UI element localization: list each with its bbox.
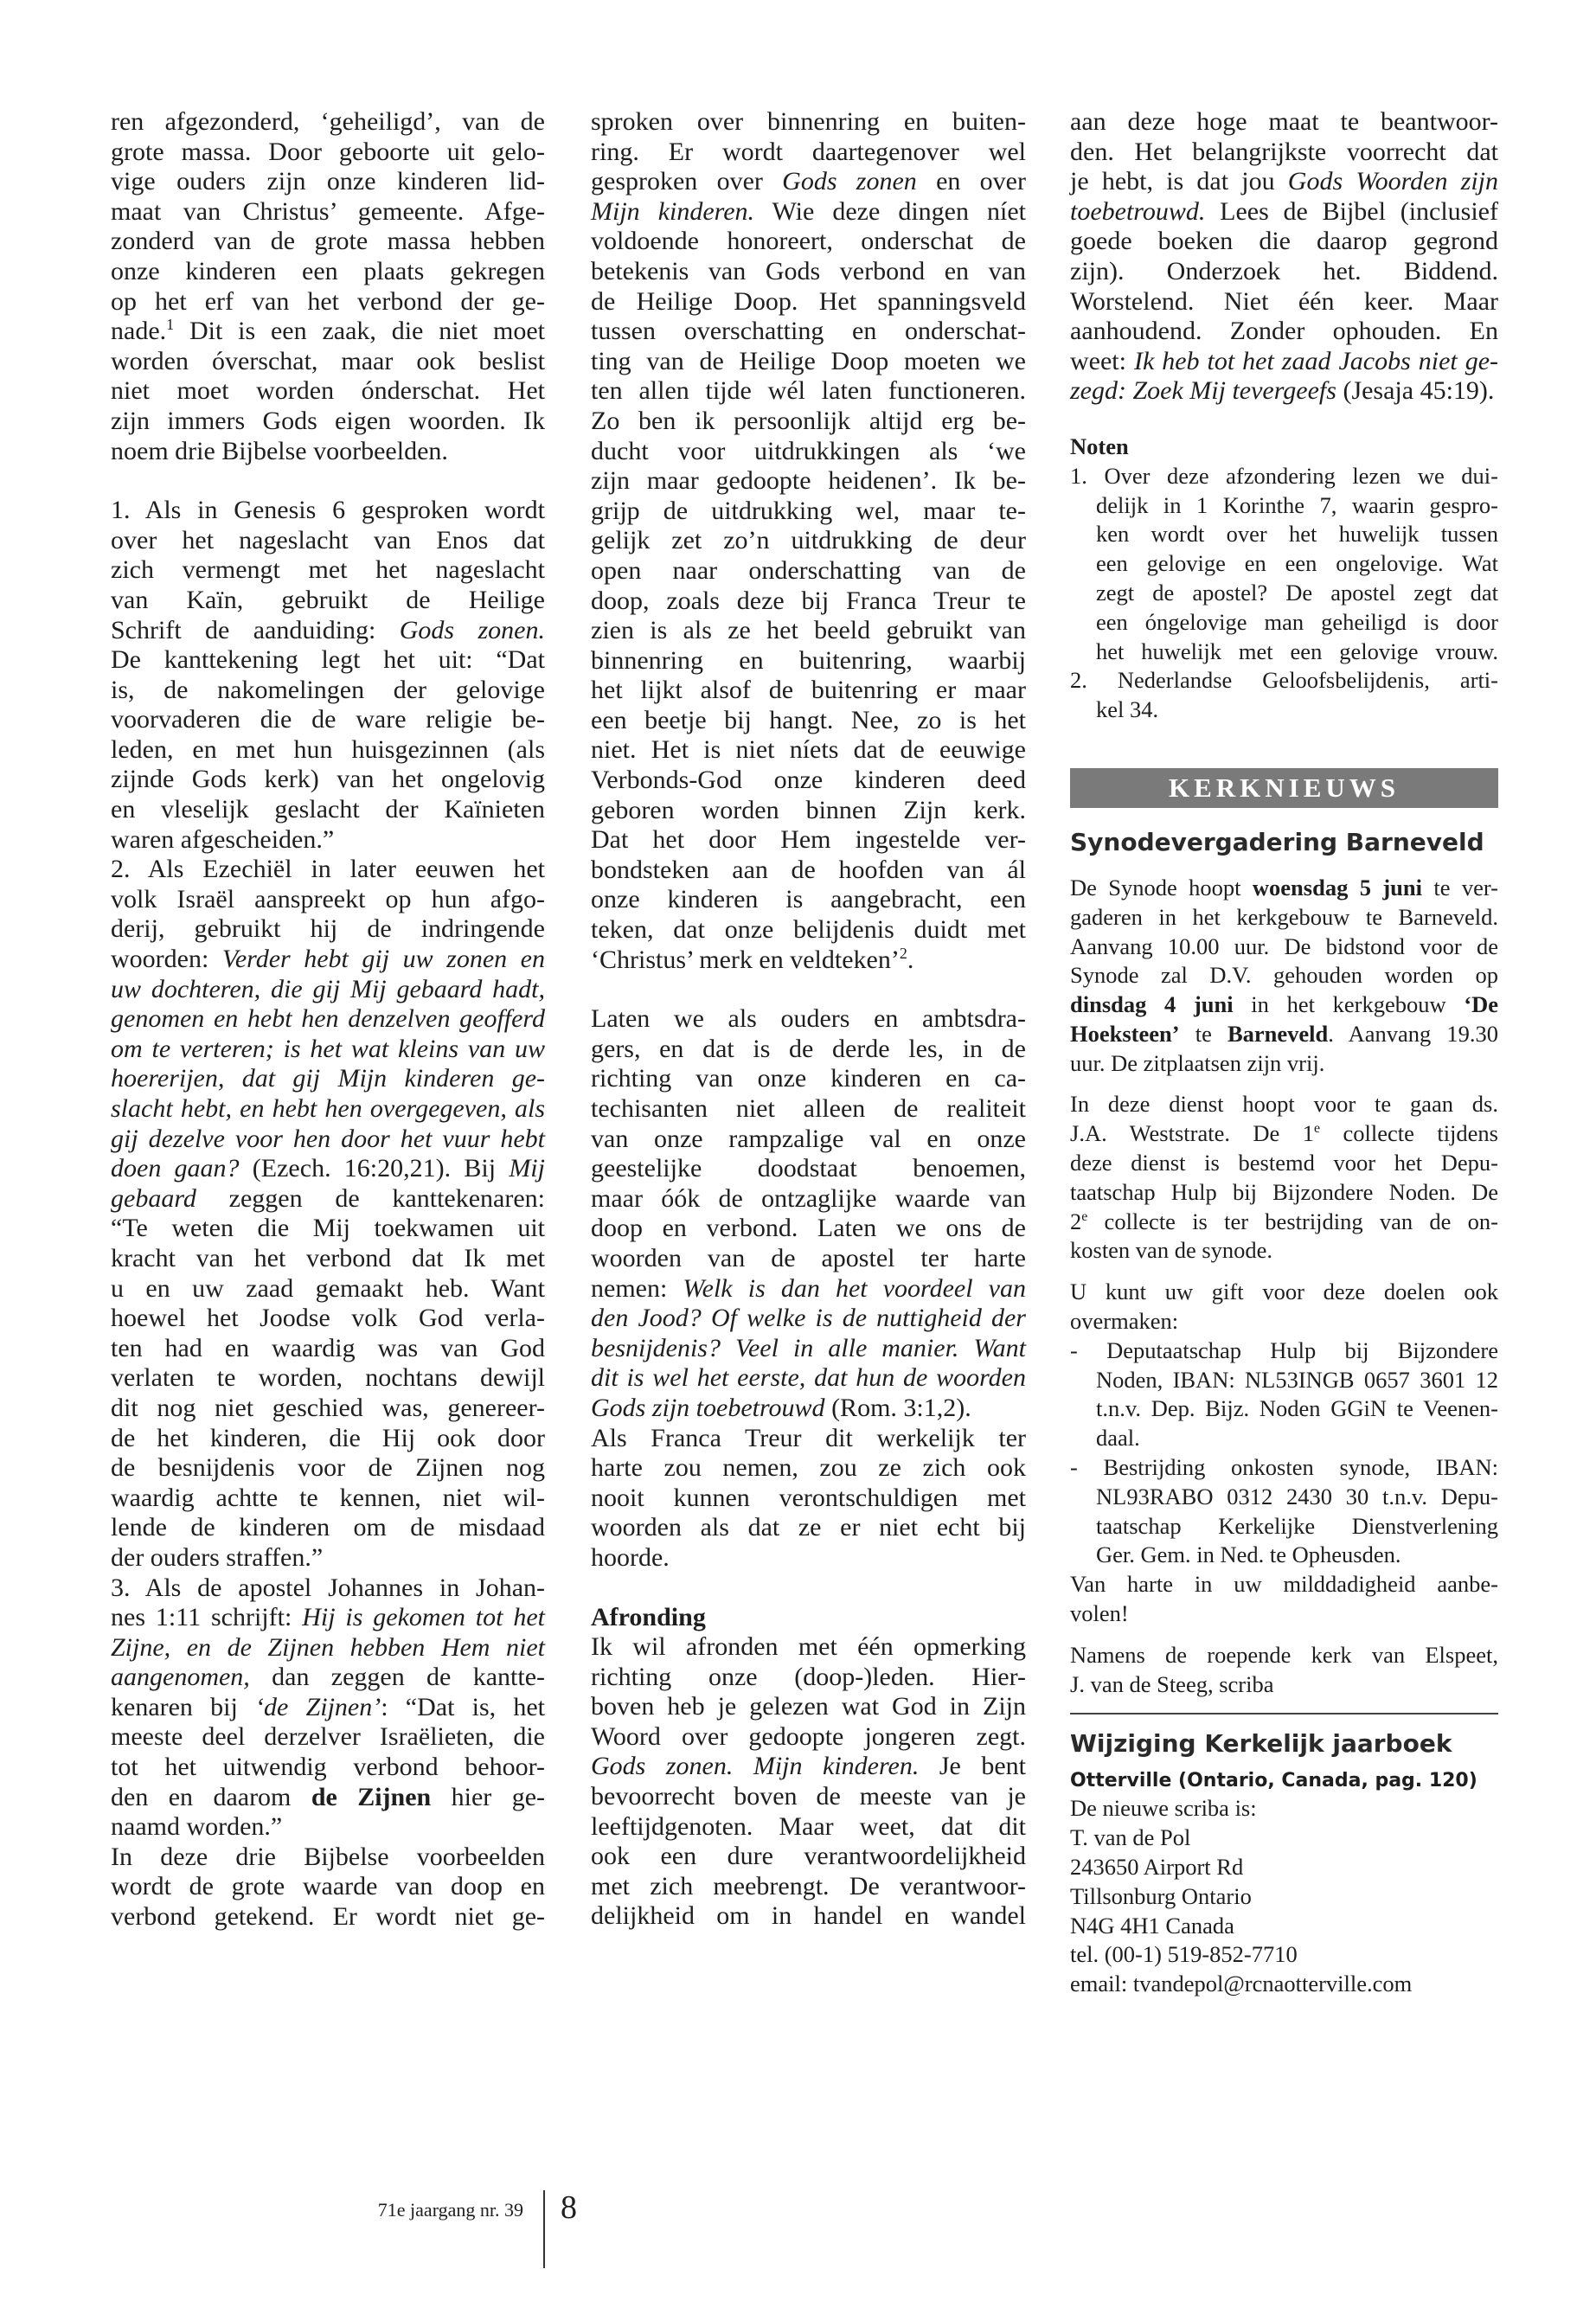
italic-run: Welk is dan het voordeel van — [683, 1273, 1026, 1303]
text-line: is, de nakomelingen der gelovige — [111, 675, 545, 704]
text-line: de Heilige Doop. Het spanningsveld — [591, 286, 1026, 316]
text-run: nes 1:11 schrijft: — [111, 1603, 303, 1632]
bold-run: ‘De — [1464, 991, 1498, 1018]
text-run: Dit is een zaak, die niet moet — [174, 317, 545, 346]
text-run: woorden: — [111, 945, 222, 974]
italic-run: Hij is gekomen tot het — [302, 1603, 545, 1632]
text-line: sproken over binnenring en buiten- — [591, 107, 1026, 136]
text-line: taatschap Hulp bij Bijzondere Noden. De — [1070, 1178, 1498, 1205]
text-line: Ger. Gem. in Ned. te Opheusden. — [1096, 1541, 1401, 1568]
text-line: nooit kunnen verontschuldigen met — [591, 1483, 1026, 1512]
footnotes — [1070, 433, 1498, 725]
text-line — [1070, 197, 1498, 228]
text-line: op het erf van het verbond der ge- — [111, 286, 545, 316]
text-line: ten allen tijde wél laten functioneren. — [591, 376, 1026, 406]
text-line: volk Israël aanspreekt op hun afgo- — [111, 884, 545, 913]
text-line: J. van de Steeg, scriba — [1070, 1670, 1274, 1697]
col1-paragraph-1 — [111, 107, 545, 466]
footnote-1 — [1070, 462, 1498, 667]
text-line: kel 34. — [1096, 696, 1159, 723]
text-line: volen! — [1070, 1600, 1129, 1627]
text-line — [111, 1184, 545, 1215]
text-run: hier ge- — [431, 1782, 546, 1811]
text-run: (Rom. 3:1,2). — [824, 1393, 971, 1422]
text-line: maar óók de ontzaglijke waarde van — [591, 1183, 1026, 1213]
text-line: van onze rampzalige val en onze — [591, 1124, 1026, 1153]
text-line: deze dienst is bestemd voor het Depu- — [1070, 1150, 1498, 1176]
text-line: woorden van de apostel ter harte — [591, 1243, 1026, 1272]
column-1 — [111, 107, 545, 1932]
text-run: ‘Christus’ merk en veldteken’ — [591, 945, 900, 974]
text-line: en vleselijk geslacht der Kaïnieten — [111, 795, 545, 824]
text-run: De Synode hoopt — [1070, 874, 1253, 901]
col2-paragraph-1 — [591, 107, 1026, 975]
text-line: gers, en dat is de derde les, in de — [591, 1034, 1026, 1063]
text-line: grijp de uitdrukking wel, maar te- — [591, 496, 1026, 525]
text-line: de het kinderen, die Hij ook door — [111, 1423, 545, 1452]
text-line: voorvaderen die de ware religie be- — [111, 705, 545, 734]
text-line: 1. Over deze afzondering lezen we dui- — [1070, 462, 1498, 489]
text-line: zijnde Gods kerk) van het ongelovig — [111, 765, 545, 794]
text-run: in het kerkgebouw — [1233, 991, 1465, 1018]
italic-run: Mijn kinderen. — [591, 196, 755, 226]
text-run: te — [1179, 1020, 1227, 1047]
italic-line: Zijne, en de Zijnen hebben Hem niet — [111, 1632, 545, 1662]
text-line — [1070, 874, 1498, 903]
italic-run: aangenomen, — [111, 1663, 250, 1692]
text-line: leeftijdgenoten. Maar weet, dat dit — [591, 1811, 1026, 1841]
text-line: N4G 4H1 Canada — [1070, 1912, 1234, 1939]
text-line: Dat het door Hem ingestelde ver- — [591, 825, 1026, 855]
text-line: meeste deel derzelver Israëlieten, die — [111, 1722, 545, 1752]
text-line: zien is als ze het beeld gebruikt van — [591, 616, 1026, 645]
text-line: t.n.v. Dep. Bijz. Noden GGiN te Veenen- — [1096, 1395, 1498, 1422]
text-line: Verbonds-God onze kinderen deed — [591, 766, 1026, 795]
footnote-ref-1[interactable]: 1 — [166, 316, 175, 334]
text-line — [1070, 347, 1498, 377]
text-line: zijn immers Gods eigen woorden. Ik — [111, 406, 545, 435]
text-line: verbond getekend. Er wordt niet ge- — [111, 1902, 545, 1932]
italic-run: zegd: Zoek Mij tevergeefs — [1070, 376, 1336, 406]
text-line — [591, 945, 1026, 976]
text-line: - Deputaatschap Hulp bij Bijzondere — [1070, 1336, 1498, 1363]
bold-run: dinsdag 4 juni — [1070, 991, 1234, 1018]
text-line: kracht van het verbond dat Ik met — [111, 1243, 545, 1272]
text-line: derij, gebruikt hij de indringende — [111, 914, 545, 944]
text-line: Als Franca Treur dit werkelijk ter — [591, 1423, 1026, 1452]
text-line: een óngelovige man geheiligd is door — [1096, 608, 1498, 635]
text-line: ken wordt over het huwelijk tussen — [1096, 521, 1498, 548]
text-line: waren afgescheiden.” — [111, 824, 335, 854]
text-line: In deze dienst hoopt voor te gaan ds. — [1070, 1091, 1498, 1118]
text-run: 2 — [1070, 1208, 1082, 1234]
text-line: Namens de roepende kerk van Elspeet, — [1070, 1641, 1498, 1668]
text-run: : “Dat is, het — [381, 1692, 546, 1721]
text-line: 3. Als de apostel Johannes in Johan- — [111, 1573, 545, 1602]
text-line: hoewel het Joodse volk God verla- — [111, 1304, 545, 1333]
text-line: overmaken: — [1070, 1308, 1179, 1335]
jaarboek-heading: Wijziging Kerkelijk jaarboek — [1070, 1729, 1452, 1759]
text-line: voldoende honoreert, onderschat de — [591, 227, 1026, 256]
text-line: ren afgezonderd, ‘geheiligd’, van de — [111, 107, 545, 136]
superscript: e — [1081, 1208, 1088, 1224]
column-3 — [1070, 107, 1498, 1999]
text-run: collecte is ter bestrijding van de on- — [1087, 1208, 1498, 1234]
text-line: een gelovige en een ongelovige. Wat — [1096, 550, 1498, 577]
text-line: T. van de Pol — [1070, 1824, 1191, 1851]
jaarboek-subheading: Otterville (Ontario, Canada, pag. 120) — [1070, 1770, 1477, 1792]
bold-run: Hoeksteen’ — [1070, 1020, 1180, 1047]
text-line — [1070, 167, 1498, 197]
text-line: teken, dat onze belijdenis duidt met — [591, 915, 1026, 945]
text-line: tel. (00-1) 519-852-7710 — [1070, 1941, 1298, 1968]
text-line: kosten van de synode. — [1070, 1237, 1273, 1264]
text-line: zegt de apostel? De apostel zegt dat — [1096, 579, 1498, 606]
column-2 — [591, 107, 1026, 1932]
text-run: . Aanvang 19.30 — [1328, 1020, 1499, 1047]
text-line: naamd worden.” — [111, 1812, 283, 1842]
footer-divider — [543, 2190, 545, 2268]
italic-line: om te verteren; is het wat kleins van uw — [111, 1034, 545, 1063]
text-line: ducht voor uitdrukkingen als ‘we — [591, 436, 1026, 465]
footnote-2 — [1070, 666, 1498, 725]
text-line: uur. De zitplaatsen zijn vrij. — [1070, 1049, 1325, 1076]
italic-run: Gods zijn toebetrouwd — [591, 1393, 825, 1422]
text-line: Zo ben ik persoonlijk altijd erg be- — [591, 406, 1026, 435]
text-line: 2. Nederlandse Geloofsbelijdenis, arti- — [1070, 667, 1498, 694]
text-line — [591, 1752, 1026, 1782]
text-line: Aanvang 10.00 uur. De bidstond voor de — [1070, 933, 1498, 959]
italic-line: besnijdenis? Veel in alle manier. Want — [591, 1333, 1026, 1362]
italic-line: den Jood? Of welke is de nuttigheid der — [591, 1304, 1026, 1333]
italic-line: uw dochteren, die gij Mij gebaard hadt, — [111, 974, 545, 1003]
text-line — [1070, 1119, 1498, 1149]
section-heading-afronding: Afronding — [591, 1602, 706, 1631]
text-line: een beetje bij hangt. Nee, zo is het — [591, 705, 1026, 734]
text-line: Noden, IBAN: NL53INGB 0657 3601 12 — [1096, 1366, 1498, 1393]
text-line: ting van de Heilige Doop moeten we — [591, 346, 1026, 375]
text-run: je hebt, is dat jou — [1070, 167, 1288, 196]
bold-run: Barneveld — [1227, 1020, 1329, 1047]
text-line: geboren worden binnen Zijn kerk. — [591, 795, 1026, 824]
kerknieuws-banner: KERKNIEUWS — [1070, 768, 1498, 808]
col3-paragraph-1 — [1070, 107, 1498, 407]
text-line: bondsteken aan de hoofden van ál — [591, 855, 1026, 884]
text-line: De kanttekening legt het uit: “Dat — [111, 645, 545, 675]
text-line: onze kinderen is aangebracht, een — [591, 885, 1026, 914]
italic-run: Ik heb tot het zaad Jacobs niet ge- — [1133, 346, 1499, 375]
text-line: zich vermengt met het nageslacht — [111, 555, 545, 585]
text-line — [1070, 990, 1498, 1020]
text-line: der ouders straffen.” — [111, 1542, 324, 1572]
text-line — [1070, 376, 1498, 407]
text-line: richting onze (doop-)leden. Hier- — [591, 1662, 1026, 1691]
text-line: leden, en met hun huisgezinnen (als — [111, 734, 545, 764]
text-line: harte zou nemen, zou ze zich ook — [591, 1453, 1026, 1483]
text-line: Van harte in uw milddadigheid aanbe- — [1070, 1571, 1498, 1598]
italic-run: ‘de Zijnen’ — [255, 1692, 381, 1721]
text-line: 243650 Airport Rd — [1070, 1854, 1244, 1881]
bold-run: de Zijnen — [311, 1782, 432, 1811]
text-line: ring. Er wordt daartegenover wel — [591, 137, 1026, 166]
text-line: verlaten te worden, nochtans dewijl — [111, 1363, 545, 1393]
text-line: “Te weten die Mij toekwamen uit — [111, 1214, 545, 1243]
text-line: zijn maar gedoopte heidenen’. Ik be- — [591, 466, 1026, 496]
text-run: gesproken over — [591, 167, 783, 196]
text-run: J.A. Weststrate. De 1 — [1070, 1120, 1315, 1147]
text-line: betekenis van Gods verbond en van — [591, 256, 1026, 285]
text-line: Laten we als ouders en ambtsdra- — [591, 1004, 1026, 1034]
text-line: binnenring en buitenring, waarbij — [591, 645, 1026, 675]
text-line: woorden als dat ze er niet echt bij — [591, 1513, 1026, 1542]
text-run: dan zeggen de kantte- — [249, 1663, 545, 1692]
text-line: - Bestrijding onkosten synode, IBAN: — [1070, 1454, 1498, 1481]
text-line — [1070, 1020, 1498, 1049]
text-run: Je bent — [919, 1752, 1026, 1781]
jaarboek-paragraph — [1070, 1768, 1498, 1999]
col2-paragraph-2 — [591, 1004, 1026, 1573]
col1-paragraph-2 — [111, 496, 545, 1932]
text-line: onze kinderen een plaats gekregen — [111, 256, 545, 285]
italic-line: slacht hebt, en hebt hen overgegeven, als — [111, 1094, 545, 1123]
text-line: Synode zal D.V. gehouden worden op — [1070, 962, 1498, 989]
text-line: open naar onderschatting van de — [591, 555, 1026, 585]
text-line: techisanten niet alleen de realiteit — [591, 1094, 1026, 1123]
italic-run: doen gaan? — [111, 1154, 240, 1183]
text-run: nade. — [111, 317, 167, 346]
italic-run: toebetrouwd. — [1070, 196, 1206, 226]
text-line: den. Het belangrijkste voorrecht dat — [1070, 137, 1498, 166]
text-line — [111, 945, 545, 975]
synode-paragraph — [1070, 874, 1498, 1700]
text-line: Ik wil afronden met één opmerking — [591, 1632, 1026, 1662]
text-line: van Kaïn, gebruikt de Heilige — [111, 585, 545, 614]
text-run: weet: — [1070, 346, 1134, 375]
text-line: noem drie Bijbelse voorbeelden. — [111, 436, 448, 465]
text-line: delijkheid om in handel en wandel — [591, 1901, 1026, 1931]
text-line: doop, zoals deze bij Franca Treur te — [591, 586, 1026, 615]
text-line — [111, 317, 545, 347]
text-line: maat van Christus’ gemeente. Afge- — [111, 196, 545, 226]
text-line: lende de kinderen om de misdaad — [111, 1513, 545, 1542]
text-line: taatschap Kerkelijke Dienstverlening — [1096, 1512, 1498, 1539]
italic-line: dit is wel het eerste, dat hun de woorden — [591, 1363, 1026, 1393]
text-line: vige ouders zijn onze kinderen lid- — [111, 167, 545, 196]
text-line: ook een dure verantwoordelijkheid — [591, 1842, 1026, 1871]
text-line — [591, 1394, 1026, 1424]
text-line: met zich meebrengt. De verantwoor- — [591, 1871, 1026, 1900]
text-line: worden óverschat, maar ook beslist — [111, 346, 545, 375]
text-line — [111, 1603, 545, 1633]
issue-info: 71e jaargang nr. 39 — [377, 2199, 523, 2221]
text-run: en over — [916, 167, 1026, 196]
text-run: Schrift de aanduiding: — [111, 615, 400, 644]
italic-run: Gods zonen. — [399, 615, 545, 644]
italic-line: hoererijen, dat gij Mijn kinderen ge- — [111, 1064, 545, 1093]
text-line — [591, 1274, 1026, 1304]
text-line — [111, 1693, 545, 1723]
text-line — [111, 1154, 545, 1184]
text-run: (Jesaja 45:19). — [1336, 376, 1495, 406]
italic-run: Gods Woorden zijn — [1287, 167, 1498, 196]
text-line: 1. Als in Genesis 6 gesproken wordt — [111, 496, 545, 525]
text-line: aanhoudend. Zonder ophouden. En — [1070, 317, 1498, 346]
bold-run: woensdag 5 juni — [1252, 874, 1422, 901]
text-line: In deze drie Bijbelse voorbeelden — [111, 1842, 545, 1871]
text-line — [1070, 1208, 1498, 1237]
email-line: email: tvandepol@rcnaotterville.com — [1070, 1971, 1413, 1997]
text-run: kenaren bij — [111, 1692, 256, 1721]
text-line: delijk in 1 Korinthe 7, waarin gespro- — [1096, 491, 1498, 518]
text-line: 2. Als Ezechiël in later eeuwen het — [111, 855, 545, 884]
text-line: gelijk zet zo’n uitdrukking de deur — [591, 526, 1026, 555]
text-run: te ver- — [1422, 874, 1499, 901]
text-line: Woord over gedoopte jongeren zegt. — [591, 1721, 1026, 1751]
text-line: wordt de grote waarde van doop en — [111, 1872, 545, 1901]
text-run: (Ezech. 16:20,21). Bij — [239, 1154, 510, 1183]
text-line: het huwelijk met een gelovige vrouw. — [1096, 638, 1498, 664]
italic-run: Mij — [509, 1154, 545, 1183]
text-line: waardig achtte te kennen, niet wil- — [111, 1483, 545, 1512]
text-line: het lijkt alsof de buitenring er maar — [591, 676, 1026, 705]
text-line: tot het uitwendig verbond behoor- — [111, 1753, 545, 1782]
text-line — [111, 1663, 545, 1693]
text-line: bevoorrecht boven de meeste van je — [591, 1782, 1026, 1811]
text-line: goede boeken die daarop gegrond — [1070, 227, 1498, 256]
text-line: de besnijdenis voor de Zijnen nog — [111, 1453, 545, 1483]
text-run: collecte tijdens — [1320, 1120, 1498, 1147]
text-run: Wie deze dingen níet — [754, 196, 1026, 226]
text-line — [591, 167, 1026, 197]
footnotes-heading: Noten — [1070, 433, 1129, 459]
col2-section-afronding — [591, 1603, 1026, 1932]
text-run: den en daarom — [111, 1782, 311, 1811]
text-line: u en uw zaad gemaakt heb. Want — [111, 1273, 545, 1303]
text-line: aan deze hoge maat te beantwoor- — [1070, 107, 1498, 136]
synode-heading: Synodevergadering Barneveld — [1070, 827, 1484, 856]
text-line: tussen overschatting en onderschat- — [591, 317, 1026, 346]
text-line: doop en verbond. Laten we ons de — [591, 1214, 1026, 1243]
text-run: nemen: — [591, 1273, 683, 1303]
superscript: e — [1314, 1121, 1321, 1137]
page-footer — [0, 2189, 1596, 2266]
italic-line: genomen en hebt hen denzelven geofferd — [111, 1004, 545, 1034]
text-line: De nieuwe scriba is: — [1070, 1795, 1257, 1822]
text-line — [591, 197, 1026, 228]
text-line: zonderd van de grote massa hebben — [111, 227, 545, 256]
text-line: richting van onze kinderen en ca- — [591, 1064, 1026, 1093]
italic-line: gij dezelve voor hen door het vuur hebt — [111, 1124, 545, 1153]
text-line: daal. — [1096, 1425, 1140, 1452]
footnote-ref-2[interactable]: 2 — [899, 944, 907, 962]
text-line: grote massa. Door geboorte uit gelo- — [111, 137, 545, 166]
italic-run: Gods zonen — [782, 167, 917, 196]
text-line: niet moet worden ónderschat. Het — [111, 376, 545, 406]
text-line: niet. Het is niet níets dat de eeuwige — [591, 735, 1026, 765]
text-line: U kunt uw gift voor deze doelen ook — [1070, 1279, 1498, 1305]
text-run: Lees de Bijbel (inclusief — [1205, 196, 1498, 226]
gift-item-2 — [1070, 1453, 1498, 1570]
text-run: . — [907, 945, 914, 974]
text-line: geestelijke doodstaat benoemen, — [591, 1154, 1026, 1183]
text-line: Tillsonburg Ontario — [1070, 1882, 1252, 1909]
text-run: zeggen de kanttekenaren: — [195, 1183, 545, 1213]
text-line: boven heb je gelezen wat God in Zijn — [591, 1692, 1026, 1721]
page-number: 8 — [561, 2189, 577, 2226]
text-line: zijn). Onderzoek het. Biddend. — [1070, 256, 1498, 285]
text-line: dit nog niet geschied was, genereer- — [111, 1393, 545, 1422]
italic-run: gebaard — [111, 1183, 196, 1213]
italic-run: Verder hebt gij uw zonen en — [221, 945, 545, 974]
text-line: ten had en waardig was van God — [111, 1333, 545, 1362]
text-line — [111, 616, 545, 646]
italic-run: Gods zonen. Mijn kinderen. — [591, 1752, 920, 1781]
text-line: gaderen in het kerkgebouw te Barneveld. — [1070, 903, 1498, 930]
text-line: hoorde. — [591, 1542, 670, 1572]
text-line: Worstelend. Niet één keer. Maar — [1070, 286, 1498, 316]
gift-item-1 — [1070, 1336, 1498, 1453]
text-line — [111, 1783, 545, 1813]
text-line: NL93RABO 0312 2430 30 t.n.v. Depu- — [1096, 1483, 1498, 1509]
text-line: over het nageslacht van Enos dat — [111, 525, 545, 554]
